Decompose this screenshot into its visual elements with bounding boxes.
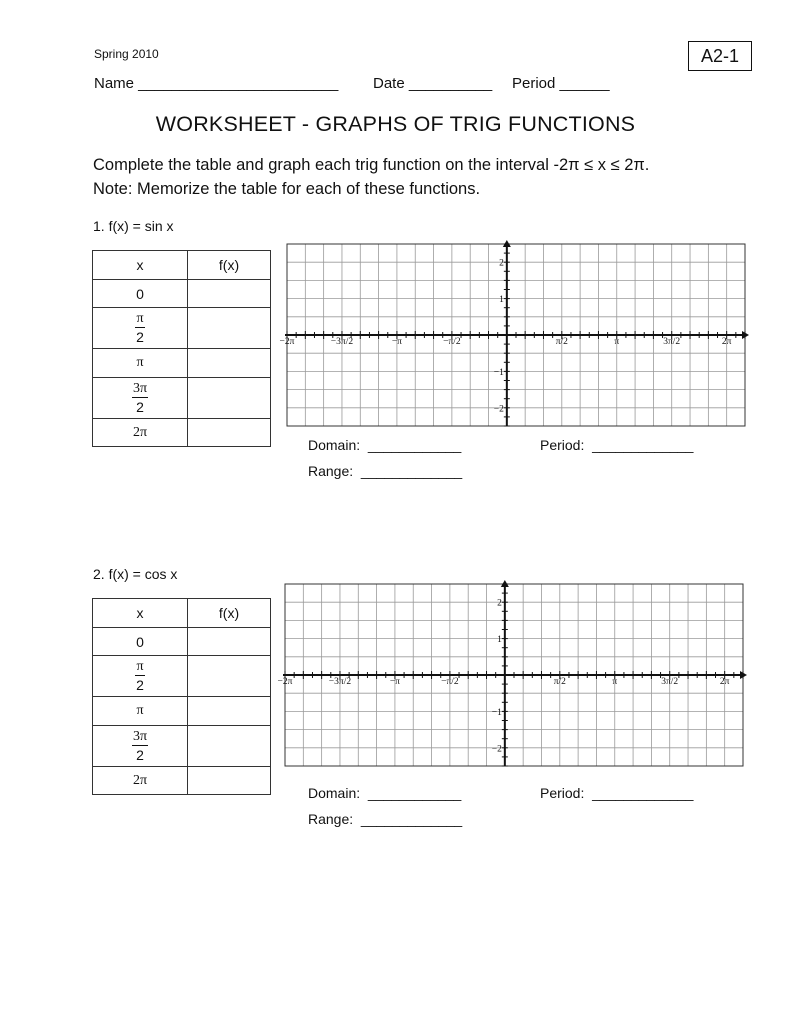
worksheet-code: A2-1: [688, 41, 752, 71]
x-tick-label: 2π: [719, 677, 730, 687]
table-x-cell: 2π: [93, 767, 188, 795]
problem-1-value-table: [92, 250, 271, 447]
x-tick-label: π/2: [553, 677, 566, 687]
term-label: Spring 2010: [94, 47, 159, 61]
x-tick-label: −π: [389, 677, 400, 687]
table-x-cell: [93, 656, 188, 697]
x-tick-label: −π/2: [441, 677, 459, 687]
x-tick-label: −2π: [277, 677, 293, 687]
table-fx-cell[interactable]: [188, 308, 271, 349]
x-tick-label: π/2: [555, 337, 568, 347]
problem-2-period-field[interactable]: Period: _____________: [540, 785, 694, 801]
fraction-3pi-over-2: $\frac{3\pi}{2}$: [132, 729, 148, 763]
table-fx-cell[interactable]: [188, 280, 271, 308]
table-fx-cell[interactable]: [188, 378, 271, 419]
x-tick-label: 3π/2: [661, 677, 679, 687]
problem-1-domain-field[interactable]: Domain: ____________: [308, 437, 462, 453]
y-tick-label: −2: [491, 744, 502, 755]
table-fx-cell[interactable]: [188, 767, 271, 795]
table-x-cell: [93, 378, 188, 419]
y-tick-label: −1: [491, 707, 502, 718]
fraction-pi-over-2: $\frac{\pi}{2}$: [136, 659, 144, 693]
problem-2-value-table: [92, 598, 271, 795]
y-tick-label: 1: [499, 295, 504, 306]
y-tick-label: 2: [499, 258, 504, 269]
y-tick-label: −2: [493, 404, 504, 415]
problem-2-graph-grid[interactable]: [277, 580, 747, 770]
x-tick-label: −3π/2: [330, 337, 354, 347]
table-fx-cell[interactable]: [188, 349, 271, 378]
problem-1-graph-grid[interactable]: [279, 240, 749, 430]
y-tick-label: 1: [497, 635, 502, 646]
x-tick-label: 3π/2: [663, 337, 681, 347]
table-fx-cell[interactable]: [188, 697, 271, 726]
table-x-cell: 0: [93, 628, 188, 656]
instruction-line-1: Complete the table and graph each trig function on the interval -2π ≤ x ≤ 2π.: [93, 156, 650, 174]
date-field[interactable]: Date __________: [373, 75, 493, 92]
fraction-3pi-over-2: $\frac{3\pi}{2}$: [132, 381, 148, 415]
x-tick-label: 2π: [721, 337, 732, 347]
table-x-cell: [93, 726, 188, 767]
page-title: WORKSHEET - GRAPHS OF TRIG FUNCTIONS: [155, 112, 636, 136]
fraction-pi-over-2: $\frac{\pi}{2}$: [136, 311, 144, 345]
table-x-cell: 0: [93, 280, 188, 308]
table-header-x: x: [93, 599, 188, 628]
problem-2-domain-field[interactable]: Domain: ____________: [308, 785, 462, 801]
y-tick-label: 2: [497, 598, 502, 609]
x-tick-label: −2π: [279, 337, 295, 347]
table-fx-cell[interactable]: [188, 628, 271, 656]
table-header-x: x: [93, 251, 188, 280]
table-x-cell: 2π: [93, 419, 188, 447]
x-tick-label: −π: [391, 337, 402, 347]
y-tick-label: −1: [493, 367, 504, 378]
table-fx-cell[interactable]: [188, 656, 271, 697]
table-x-cell: π: [93, 697, 188, 726]
x-tick-label: π: [612, 677, 618, 687]
period-field[interactable]: Period ______: [512, 75, 610, 92]
table-header-fx: f(x): [188, 599, 271, 628]
problem-2-range-field[interactable]: Range: _____________: [308, 811, 463, 827]
problem-1-period-field[interactable]: Period: _____________: [540, 437, 694, 453]
instruction-line-2: Note: Memorize the table for each of these functions.: [93, 180, 481, 198]
table-x-cell: π: [93, 349, 188, 378]
problem-2-label: 2. f(x) = cos x: [93, 566, 178, 582]
table-fx-cell[interactable]: [188, 419, 271, 447]
table-fx-cell[interactable]: [188, 726, 271, 767]
problem-1-range-field[interactable]: Range: _____________: [308, 463, 463, 479]
name-field[interactable]: Name ________________________: [94, 75, 339, 92]
x-tick-label: −π/2: [443, 337, 461, 347]
table-x-cell: [93, 308, 188, 349]
x-tick-label: π: [614, 337, 620, 347]
table-header-fx: f(x): [188, 251, 271, 280]
x-tick-label: −3π/2: [328, 677, 352, 687]
problem-1-label: 1. f(x) = sin x: [93, 218, 174, 234]
